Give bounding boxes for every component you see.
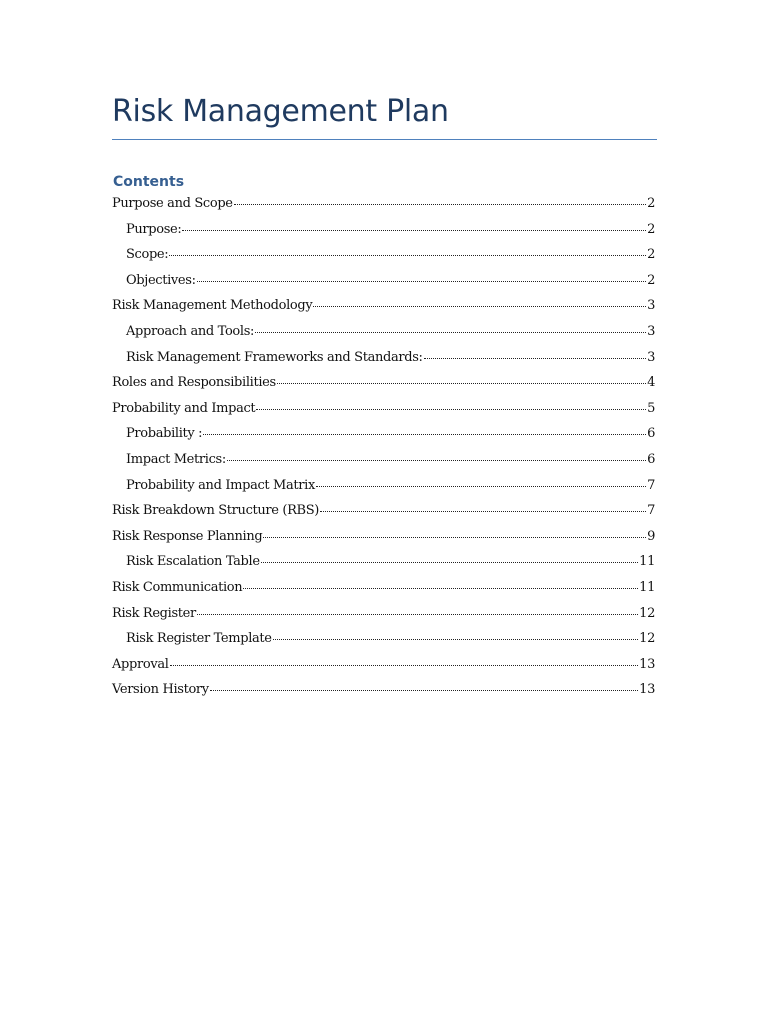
toc-entry-page-number: 2	[647, 196, 655, 211]
toc-entry-label: Approach and Tools:	[126, 323, 255, 339]
toc-entry[interactable]	[112, 247, 655, 273]
toc-dot-leader	[170, 664, 639, 666]
toc-entry-label: Probability and Impact Matrix	[126, 477, 315, 493]
toc-entry-page-number: 11	[639, 579, 655, 595]
toc-entry-page-number: 6	[647, 451, 655, 467]
toc-entry-page-number: 2	[647, 221, 655, 237]
toc-entry[interactable]	[112, 426, 655, 452]
toc-entry-page-number: 5	[647, 400, 655, 416]
toc-dot-leader	[313, 305, 646, 307]
toc-entry[interactable]	[112, 503, 655, 529]
toc-entry[interactable]	[112, 631, 655, 657]
toc-entry-label: Risk Management Methodology	[112, 298, 313, 314]
toc-dot-leader	[320, 510, 646, 512]
toc-entry-label: Version History	[112, 682, 209, 698]
toc-dot-leader	[203, 433, 646, 435]
toc-entry[interactable]	[112, 196, 655, 222]
toc-entry[interactable]	[112, 401, 655, 427]
toc-entry[interactable]	[112, 273, 655, 299]
toc-entry-page-number: 6	[647, 426, 655, 442]
toc-dot-leader	[316, 485, 646, 487]
toc-entry[interactable]	[112, 298, 655, 324]
contents-heading: Contents	[113, 174, 185, 190]
toc-entry-label: Approval	[112, 656, 169, 672]
toc-dot-leader	[273, 638, 639, 640]
toc-dot-leader	[255, 331, 646, 333]
toc-entry-label: Risk Register Template	[126, 631, 272, 647]
toc-entry-label: Risk Breakdown Structure (RBS)	[112, 503, 320, 519]
toc-entry[interactable]	[112, 554, 655, 580]
toc-entry-label: Probability and Impact	[112, 400, 256, 416]
toc-entry[interactable]	[112, 657, 655, 683]
toc-dot-leader	[234, 203, 646, 205]
toc-entry[interactable]	[112, 222, 655, 248]
toc-entry-page-number: 3	[647, 298, 655, 314]
toc-entry-label: Risk Register	[112, 605, 196, 621]
toc-entry-page-number: 13	[639, 656, 655, 672]
toc-entry-page-number: 11	[639, 554, 655, 570]
toc-entry-label: Roles and Responsibilities	[112, 375, 276, 391]
toc-entry-page-number: 12	[639, 631, 655, 647]
toc-dot-leader	[169, 254, 646, 256]
toc-entry-page-number: 2	[647, 272, 655, 288]
toc-entry-label: Risk Response Planning	[112, 528, 263, 544]
toc-dot-leader	[197, 613, 638, 615]
toc-entry-page-number: 13	[639, 682, 655, 698]
toc-entry-label: Purpose:	[126, 221, 182, 237]
toc-dot-leader	[256, 408, 646, 410]
toc-entry-label: Probability :	[126, 426, 203, 442]
toc-entry[interactable]	[112, 682, 655, 708]
toc-entry-page-number: 3	[647, 349, 655, 365]
toc-entry[interactable]	[112, 606, 655, 632]
toc-entry-page-number: 9	[647, 528, 655, 544]
toc-dot-leader	[277, 382, 646, 384]
toc-entry-label: Risk Communication	[112, 579, 243, 595]
toc-entry-label: Risk Management Frameworks and Standards:	[126, 349, 423, 365]
toc-dot-leader	[210, 689, 638, 691]
toc-entry-page-number: 7	[647, 503, 655, 519]
toc-entry[interactable]	[112, 478, 655, 504]
toc-entry-page-number: 2	[647, 247, 655, 263]
toc-entry-page-number: 12	[639, 605, 655, 621]
toc-entry-page-number: 7	[647, 477, 655, 493]
toc-dot-leader	[261, 561, 638, 563]
page-title: Risk Management Plan	[112, 94, 449, 129]
toc-entry[interactable]	[112, 580, 655, 606]
toc-entry-label: Scope:	[126, 247, 169, 263]
toc-entry-page-number: 4	[647, 375, 655, 391]
toc-entry[interactable]	[112, 375, 655, 401]
toc-entry-label: Risk Escalation Table	[126, 554, 260, 570]
title-divider	[112, 139, 657, 140]
toc-entry[interactable]	[112, 324, 655, 350]
toc-dot-leader	[182, 229, 646, 231]
toc-entry-page-number: 3	[647, 323, 655, 339]
toc-dot-leader	[197, 280, 646, 282]
toc-dot-leader	[263, 536, 646, 538]
toc-dot-leader	[227, 459, 646, 461]
table-of-contents	[112, 196, 655, 708]
toc-dot-leader	[243, 587, 638, 589]
toc-entry[interactable]	[112, 350, 655, 376]
toc-dot-leader	[424, 357, 647, 359]
toc-entry[interactable]	[112, 529, 655, 555]
toc-entry-label: Purpose and Scope	[112, 196, 233, 211]
toc-entry-label: Objectives:	[126, 272, 196, 288]
toc-entry[interactable]	[112, 452, 655, 478]
toc-entry-label: Impact Metrics:	[126, 451, 226, 467]
